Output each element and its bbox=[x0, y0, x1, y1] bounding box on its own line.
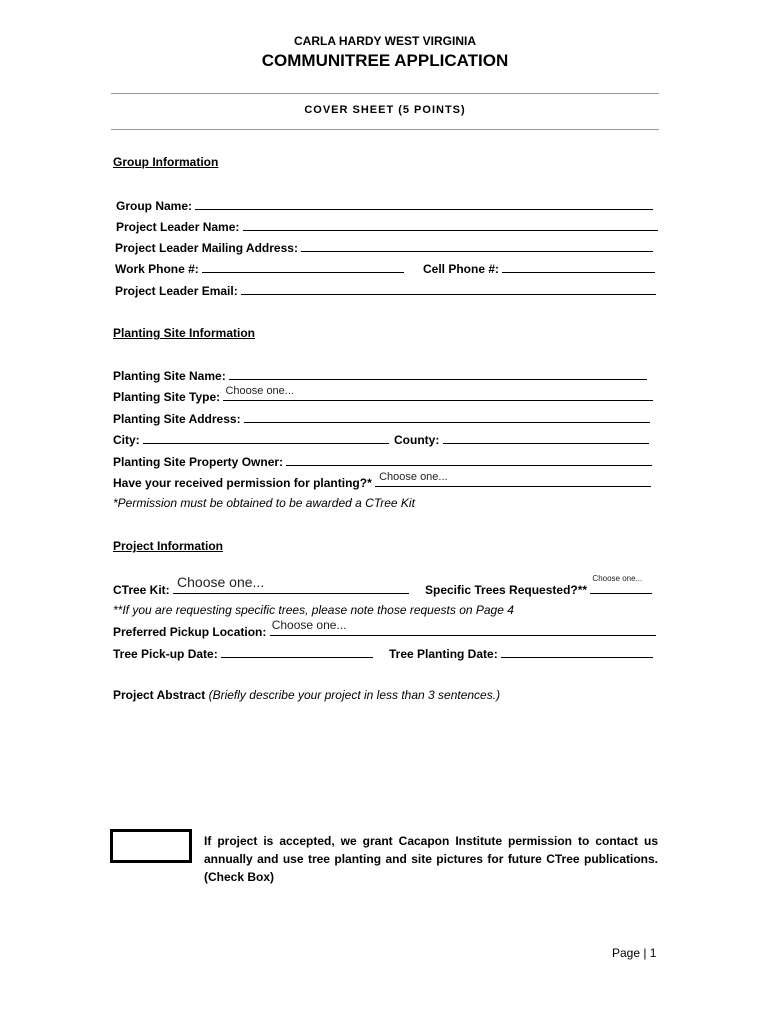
leader-name-field[interactable] bbox=[243, 219, 658, 231]
page-title: COMMUNITREE APPLICATION bbox=[261, 51, 509, 70]
city-field[interactable] bbox=[143, 432, 389, 444]
pickup-location-row bbox=[113, 618, 656, 639]
pickup-date-label: Tree Pick-up Date: bbox=[113, 647, 218, 661]
mailing-address-row bbox=[115, 240, 653, 255]
work-phone-row bbox=[115, 261, 404, 276]
leader-email-field[interactable] bbox=[241, 283, 656, 295]
site-type-dropdown[interactable] bbox=[223, 385, 653, 401]
permission-value: Choose one... bbox=[379, 471, 448, 483]
specific-trees-label: Specific Trees Requested?** bbox=[425, 583, 588, 597]
owner-row bbox=[113, 454, 652, 469]
city-label: City: bbox=[113, 433, 140, 447]
cell-phone-label: Cell Phone #: bbox=[423, 262, 500, 276]
specific-trees-row bbox=[425, 574, 652, 597]
site-type-value: Choose one... bbox=[225, 385, 294, 397]
project-abstract-hint: (Briefly describe your project in less than 3 sentences.) bbox=[208, 688, 501, 702]
specific-trees-note: **If you are requesting specific trees, please note those requests on Page 4 bbox=[113, 603, 514, 617]
leader-email-label: Project Leader Email: bbox=[115, 284, 238, 298]
permission-note: *Permission must be obtained to be awarded a CTree Kit bbox=[113, 496, 415, 510]
cell-phone-field[interactable] bbox=[502, 261, 655, 273]
planting-date-label: Tree Planting Date: bbox=[389, 647, 498, 661]
project-abstract-row bbox=[113, 688, 500, 702]
leader-name-row bbox=[116, 219, 658, 234]
planting-date-row bbox=[389, 646, 653, 661]
ctree-kit-dropdown[interactable] bbox=[173, 574, 409, 594]
mailing-address-field[interactable] bbox=[301, 240, 653, 252]
pickup-location-label: Preferred Pickup Location: bbox=[113, 625, 267, 639]
group-name-label: Group Name: bbox=[116, 199, 193, 213]
pickup-date-field[interactable] bbox=[221, 646, 373, 658]
owner-label: Planting Site Property Owner: bbox=[113, 455, 284, 469]
page-number: Page | 1 bbox=[612, 946, 657, 960]
mailing-address-label: Project Leader Mailing Address: bbox=[115, 241, 298, 255]
consent-checkbox[interactable] bbox=[110, 829, 192, 863]
ctree-kit-value: Choose one... bbox=[177, 574, 265, 590]
work-phone-label: Work Phone #: bbox=[115, 262, 199, 276]
leader-email-row bbox=[115, 283, 656, 298]
leader-name-label: Project Leader Name: bbox=[116, 220, 240, 234]
pickup-location-value: Choose one... bbox=[271, 618, 347, 632]
cover-divider bbox=[111, 129, 659, 130]
site-info-heading: Planting Site Information bbox=[113, 326, 256, 340]
permission-dropdown[interactable] bbox=[375, 471, 651, 487]
site-name-label: Planting Site Name: bbox=[113, 369, 226, 383]
top-divider bbox=[111, 93, 659, 94]
project-info-heading: Project Information bbox=[113, 539, 224, 553]
permission-label: Have your received permission for planting?* bbox=[113, 476, 372, 490]
ctree-kit-row bbox=[113, 574, 409, 597]
consent-text: If project is accepted, we grant Cacapon Institute permission to contact us annually and use tree planting and site pictures for future CTree publications. (Check Box) bbox=[204, 834, 658, 884]
site-address-field[interactable] bbox=[244, 411, 650, 423]
work-phone-field[interactable] bbox=[202, 261, 404, 273]
group-name-row bbox=[116, 198, 653, 213]
specific-trees-value: Choose one... bbox=[592, 574, 643, 583]
cover-sheet-heading: COVER SHEET (5 POINTS) bbox=[304, 104, 466, 116]
permission-row bbox=[113, 471, 651, 490]
pickup-location-dropdown[interactable] bbox=[270, 618, 656, 636]
cell-phone-row bbox=[423, 261, 655, 276]
city-row bbox=[113, 432, 389, 447]
site-address-row bbox=[113, 411, 650, 426]
group-name-field[interactable] bbox=[195, 198, 653, 210]
specific-trees-dropdown[interactable] bbox=[590, 574, 652, 594]
owner-field[interactable] bbox=[286, 454, 652, 466]
project-abstract-label: Project Abstract bbox=[113, 688, 206, 702]
site-name-row bbox=[113, 368, 647, 383]
county-row bbox=[394, 432, 649, 447]
ctree-kit-label: CTree Kit: bbox=[113, 583, 170, 597]
county-label: County: bbox=[394, 433, 440, 447]
site-type-row bbox=[113, 385, 653, 404]
site-type-label: Planting Site Type: bbox=[113, 390, 221, 404]
pickup-date-row bbox=[113, 646, 373, 661]
county-field[interactable] bbox=[443, 432, 649, 444]
site-address-label: Planting Site Address: bbox=[113, 412, 241, 426]
site-name-field[interactable] bbox=[229, 368, 647, 380]
group-info-heading: Group Information bbox=[113, 155, 219, 169]
planting-date-field[interactable] bbox=[501, 646, 653, 658]
org-heading: CARLA HARDY WEST VIRGINIA bbox=[293, 34, 476, 48]
